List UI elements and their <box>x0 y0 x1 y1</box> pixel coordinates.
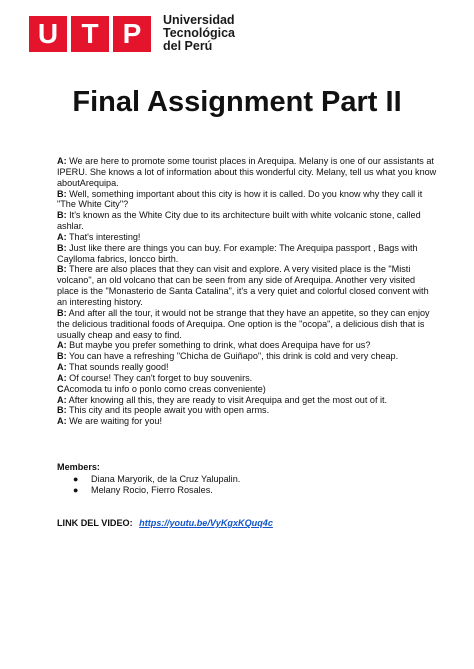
dialogue-line <box>57 156 437 189</box>
dialogue-text: That sounds really good! <box>66 362 169 373</box>
member-list-item <box>73 485 437 496</box>
video-link-label: LINK DEL VIDEO: <box>57 518 133 528</box>
speaker-label: B: <box>57 307 67 318</box>
dialogue-line <box>57 395 437 406</box>
dialogue-line <box>57 416 437 427</box>
speaker-label: B: <box>57 264 67 275</box>
member-name: Diana Maryorik, de la Cruz Yalupalin. <box>91 474 241 484</box>
speaker-label: C <box>57 383 64 394</box>
dialogue-line <box>57 243 437 265</box>
members-section <box>57 462 437 496</box>
bullet-icon: ● <box>73 474 79 484</box>
dialogue-line <box>57 362 437 373</box>
dialogue-text: Of course! They can't forget to buy souvenirs. <box>66 372 253 383</box>
member-name: Melany Rocio, Fierro Rosales. <box>91 485 213 495</box>
logo-line-1: Universidad <box>163 13 235 27</box>
speaker-label: A: <box>57 340 67 351</box>
speaker-label: A: <box>57 416 67 427</box>
dialogue-text: That's interesting! <box>66 231 141 242</box>
dialogue-line <box>57 210 437 232</box>
speaker-label: B: <box>57 188 67 199</box>
dialogue-text: We are here to promote some tourist places in Arequipa. Melany is one of our assistants at IPERU. She knows a lot of information about this wonderful city. Melany, tell us what you know aboutArequipa. <box>57 156 437 188</box>
dialogue-text: It's known as the White City due to its architecture built with white volcanic stone, called ashlar. <box>57 210 421 232</box>
members-heading: Members: <box>57 462 100 472</box>
speaker-label: A: <box>57 394 67 405</box>
logo-letter-t: T <box>71 16 109 52</box>
dialogue-line <box>57 351 437 362</box>
dialogue-text: This city and its people await you with open arms. <box>66 405 270 416</box>
dialogue-text: But maybe you prefer something to drink, what does Arequipa have for us? <box>66 340 371 351</box>
dialogue-text: There are also places that they can visit and explore. A very visited place is the "Misti volcano", an old volcano that can be seen from any side of Arequipa. Another very visited place is the "Monasterio de Santa Catalina", it's a very quiet and colorful closed convent with an interesting history. <box>57 264 429 307</box>
dialogue-line <box>57 232 437 243</box>
speaker-label: A: <box>57 231 67 242</box>
dialogue-line <box>57 308 437 341</box>
member-list-item <box>73 474 437 485</box>
logo-letter-boxes <box>29 16 155 52</box>
dialogue-text: Well, something important about this city is how it is called. Do you know why they call it "The White City"? <box>57 188 423 210</box>
speaker-label: A: <box>57 372 67 383</box>
dialogue-body <box>57 156 437 427</box>
speaker-label: A: <box>57 156 67 166</box>
dialogue-line <box>57 373 437 384</box>
video-link[interactable]: https://youtu.be/VyKgxKQuq4c <box>139 518 273 528</box>
document-title: Final Assignment Part II <box>72 86 402 118</box>
dialogue-text: Acomoda tu info o ponlo como creas conveniente) <box>63 383 266 394</box>
logo-line-3: del Perú <box>163 39 213 53</box>
dialogue-line <box>57 405 437 416</box>
logo-line-2: Tecnológica <box>163 26 236 40</box>
speaker-label: B: <box>57 405 67 416</box>
dialogue-text: You can have a refreshing "Chicha de Guiñapo", this drink is cold and very cheap. <box>66 351 399 362</box>
dialogue-line <box>57 384 437 395</box>
dialogue-text: And after all the tour, it would not be strange that they have an appetite, so they can enjoy the delicious traditional foods of Arequipa. One option is the "ocopa", a delicious dish that is usually cheap and easy to find. <box>57 307 430 340</box>
speaker-label: B: <box>57 242 67 253</box>
utp-logo <box>29 14 235 53</box>
dialogue-line <box>57 264 437 307</box>
speaker-label: B: <box>57 210 67 221</box>
speaker-label: B: <box>57 351 67 362</box>
logo-letter-p: P <box>113 16 151 52</box>
dialogue-text: We are waiting for you! <box>66 416 162 427</box>
speaker-label: A: <box>57 362 67 373</box>
video-link-section <box>57 518 273 528</box>
logo-university-name <box>163 14 235 53</box>
dialogue-line <box>57 340 437 351</box>
logo-letter-u: U <box>29 16 67 52</box>
dialogue-text: After knowing all this, they are ready to visit Arequipa and get the most out of it. <box>66 394 388 405</box>
dialogue-text: Just like there are things you can buy. For example: The Arequipa passport , Bags with Caylloma fabrics, loncco birth. <box>57 242 418 264</box>
bullet-icon: ● <box>73 485 79 495</box>
dialogue-line <box>57 189 437 211</box>
